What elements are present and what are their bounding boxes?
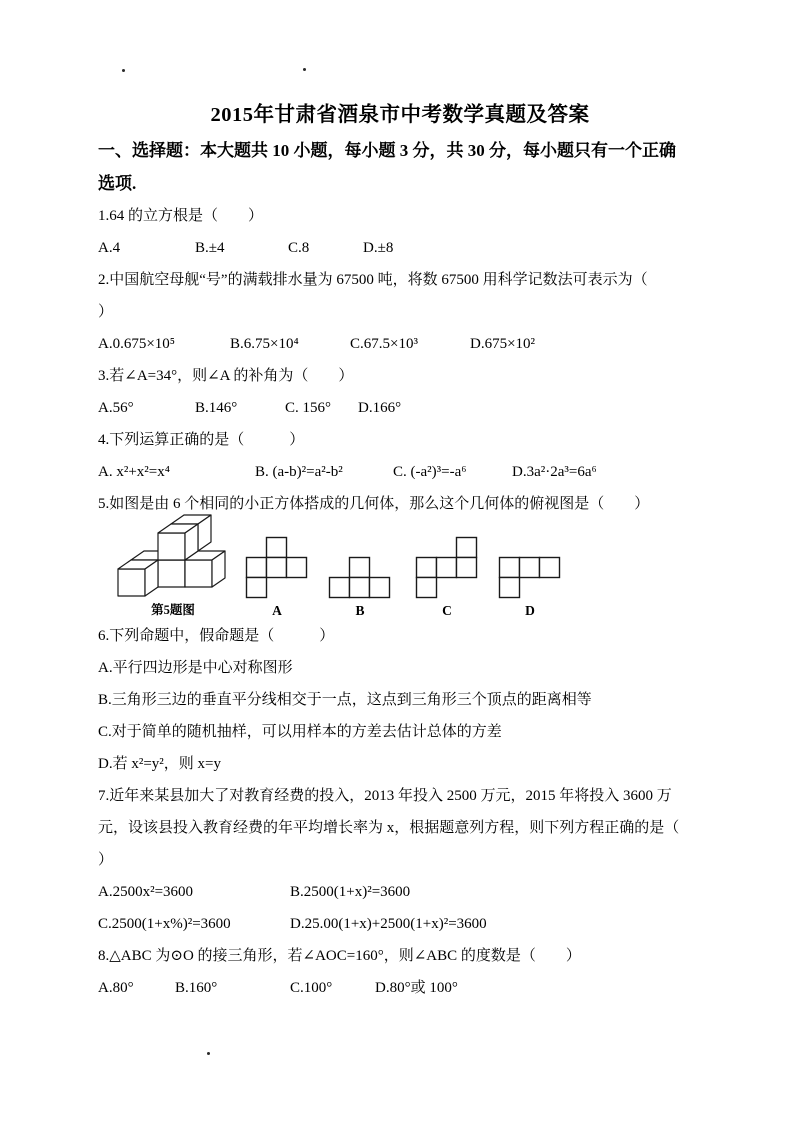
question-text-line: D.若 x²=y²，则 x=y [98, 756, 221, 772]
option-item: D.±8 [363, 240, 394, 256]
question-text-line: 7.近年来某县加大了对教育经费的投入，2013 年投入 2500 万元，2015 年将投入 3600 万 [98, 788, 672, 804]
page-title: 2015年甘肃省酒泉市中考数学真题及答案 [210, 104, 590, 126]
option-item: D.25.00(1+x)+2500(1+x)²=3600 [290, 916, 487, 932]
options-line [98, 392, 702, 424]
figure-option-label: D [525, 603, 535, 618]
stray-dot [303, 68, 306, 71]
figure-option-label: B [355, 603, 365, 618]
top-view-option-figure [245, 536, 309, 599]
option-item: C. (-a²)³=-a⁶ [393, 464, 467, 480]
top-view-option-figure [328, 556, 392, 599]
options-line [98, 456, 702, 488]
section-header-line: 一、选择题：本大题共 10 小题，每小题 3 分，共 30 分，每小题只有一个正确 [98, 141, 676, 160]
top-view-option-figure [415, 536, 479, 599]
question-text-line: 3.若∠A=34°，则∠A 的补角为（ ） [98, 368, 354, 384]
option-item: A. x²+x²=x⁴ [98, 464, 170, 480]
cube-solid-figure [116, 505, 230, 599]
option-item: C.67.5×10³ [350, 336, 418, 352]
figure-3d-block [116, 505, 230, 618]
top-view-option-figure [498, 556, 562, 599]
figure-option-c [415, 536, 479, 618]
option-item: B.6.75×10⁴ [230, 336, 299, 352]
figure-option-label: C [442, 603, 452, 618]
question-text-line: C.对于简单的随机抽样，可以用样本的方差去估计总体的方差 [98, 724, 502, 740]
question-text-line: A.平行四边形是中心对称图形 [98, 660, 293, 676]
question-text-line: ） [98, 852, 114, 868]
option-item: A.4 [98, 240, 121, 256]
figure-option-d [498, 556, 562, 618]
question-text-line: 2.中国航空母舰“号”的满载排水量为 67500 吨，将数 67500 用科学记数法可表示为（ [98, 272, 648, 288]
question-text-line: 6.下列命题中，假命题是（ ） [98, 628, 335, 644]
figure-option-a [245, 536, 309, 618]
question-text-line: 元，设该县投入教育经费的年平均增长率为 x，根据题意列方程，则下列方程正确的是（ [98, 820, 680, 836]
option-item: C.2500(1+x%)²=3600 [98, 916, 231, 932]
options-line [98, 232, 702, 264]
question-text-line: 8.△ABC 为⊙O 的接三角形，若∠AOC=160°，则∠ABC 的度数是（ ） [98, 948, 581, 964]
figure-option-label: A [272, 603, 282, 618]
section-header-line: 选项. [98, 174, 137, 193]
option-item: A.80° [98, 980, 134, 996]
option-item: C. 156° [285, 400, 332, 416]
question-text-line: 4.下列运算正确的是（ ） [98, 432, 305, 448]
option-item: A.56° [98, 400, 134, 416]
question5-figure-row [98, 520, 702, 620]
options-line [98, 972, 702, 1004]
option-item: B.146° [195, 400, 238, 416]
stray-dot [122, 69, 125, 72]
question-text-line: B.三角形三边的垂直平分线相交于一点，这点到三角形三个顶点的距离相等 [98, 692, 592, 708]
option-item: D.166° [358, 400, 402, 416]
option-item: B.±4 [195, 240, 225, 256]
options-line [98, 908, 702, 940]
question-text-line: 5.如图是由 6 个相同的小正方体搭成的几何体，那么这个几何体的俯视图是（ ） [98, 496, 650, 512]
option-item: D.3a²·2a³=6a⁶ [512, 464, 597, 480]
figure-caption: 第5题图 [151, 603, 195, 617]
options-line [98, 328, 702, 360]
question-text-line: 1.64 的立方根是（ ） [98, 208, 264, 224]
option-item: B.2500(1+x)²=3600 [290, 884, 411, 900]
option-item: A.0.675×10⁵ [98, 336, 176, 352]
document-body [98, 98, 702, 1004]
option-item: C.100° [290, 980, 333, 996]
option-item: D.80°或 100° [375, 980, 458, 996]
option-item: B. (a-b)²=a²-b² [255, 464, 343, 480]
options-line [98, 876, 702, 908]
option-item: D.675×10² [470, 336, 536, 352]
option-item: C.8 [288, 240, 310, 256]
figure-option-b [328, 556, 392, 618]
question-text-line: ） [98, 304, 114, 320]
stray-dot [207, 1052, 210, 1055]
option-item: B.160° [175, 980, 218, 996]
option-item: A.2500x²=3600 [98, 884, 194, 900]
